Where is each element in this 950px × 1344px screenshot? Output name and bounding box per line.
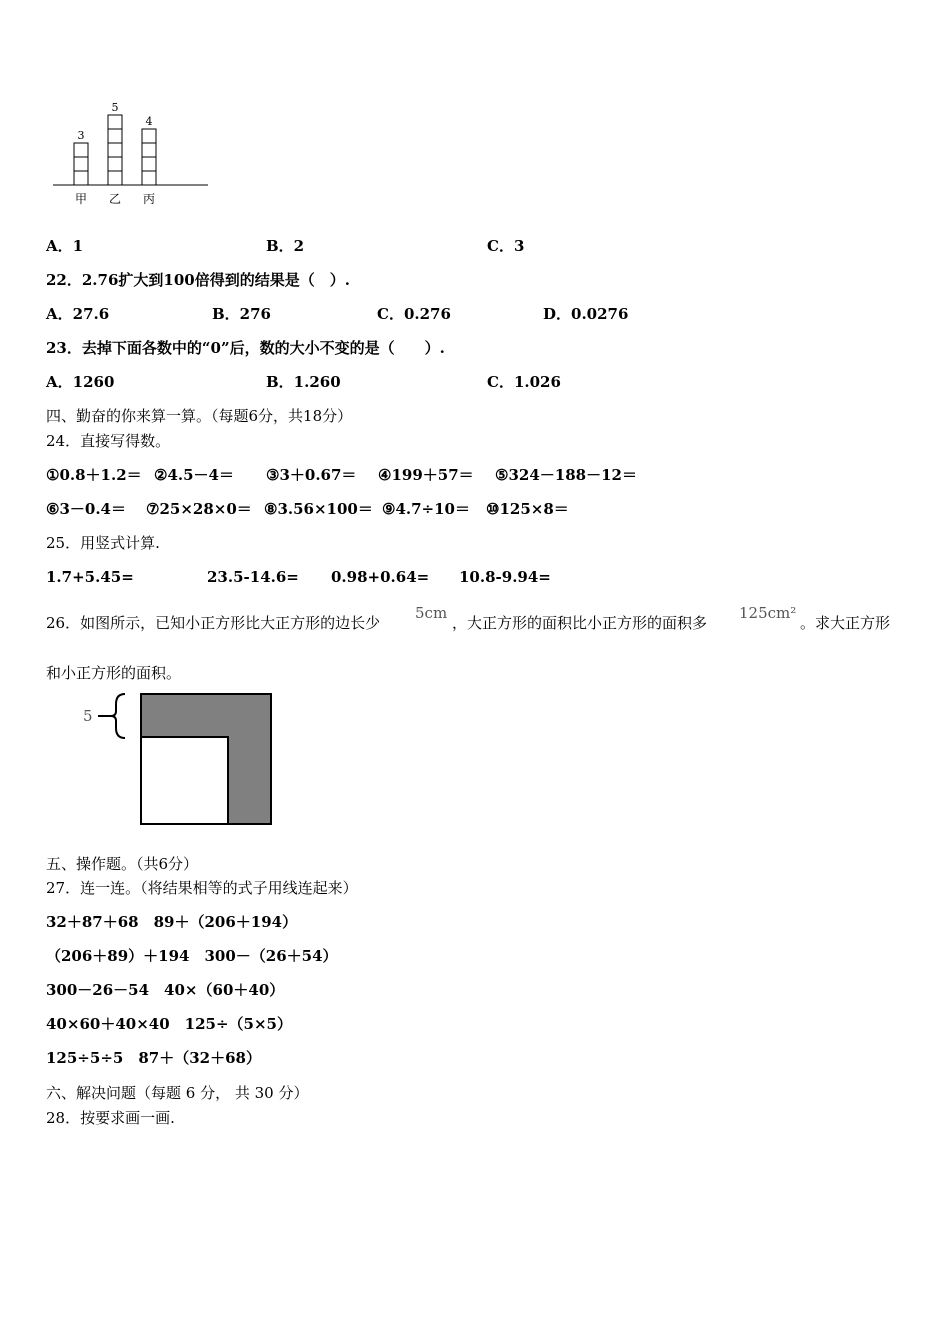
q27-row-5: 125÷5÷5 87＋（32＋68）: [46, 1049, 261, 1067]
q24-item-9: ⑨4.7÷10＝: [382, 500, 470, 518]
q21-bar-figure: [50, 96, 215, 212]
q24-item-8: ⑧3.56×100＝: [264, 500, 373, 518]
q22-stem: 22．2.76扩大到100倍得到的结果是（ ）.: [46, 271, 350, 289]
bar-cell: [142, 157, 156, 171]
q24-item-4: ④199＋57＝: [378, 466, 474, 484]
q23-option-a: A．1260: [46, 373, 115, 391]
figure-label-5: 5: [83, 707, 93, 725]
q24-stem: 24．直接写得数。: [46, 432, 171, 450]
q24-item-2: ②4.5－4＝: [154, 466, 234, 484]
q27-row-1: 32＋87＋68 89＋（206＋194）: [46, 913, 298, 931]
bar-value-label: 5: [111, 101, 119, 114]
bar-cell: [142, 143, 156, 157]
bar-cell: [142, 171, 156, 185]
q21-option-c: C．3: [487, 237, 525, 255]
q25-item-2: 23.5-14.6=: [207, 568, 299, 586]
bar-value-label: 3: [77, 129, 85, 142]
q26-stem-part1: 26．如图所示，已知小正方形比大正方形的边长少: [46, 614, 381, 632]
q25-stem: 25．用竖式计算.: [46, 534, 160, 552]
q21-option-a: A．1: [46, 237, 84, 255]
section-6-title: 六、解决问题（每题 6 分， 共 30 分）: [46, 1084, 309, 1102]
bar-cell: [108, 171, 122, 185]
bar-category-label: 乙: [108, 192, 122, 206]
q24-item-3: ③3＋0.67＝: [266, 466, 357, 484]
bar-cell: [108, 129, 122, 143]
q21-option-b: B．2: [266, 237, 305, 255]
q26-stem-line2: 和小正方形的面积。: [46, 664, 182, 682]
q26-unit-125cm2: 125cm²: [739, 604, 797, 622]
q23-stem: 23．去掉下面各数中的“0”后，数的大小不变的是（ ）.: [46, 339, 445, 357]
brace-icon: [98, 694, 125, 738]
bar-cell: [74, 143, 88, 157]
section-5-title: 五、操作题。（共6分）: [46, 855, 199, 873]
q27-row-2: （206＋89）＋194 300－（26＋54）: [46, 947, 338, 965]
q26-square-figure: [78, 688, 278, 830]
bar-cell: [74, 157, 88, 171]
q26-stem-part2: ，大正方形的面积比小正方形的面积多: [452, 614, 708, 632]
q23-option-c: C．1.026: [487, 373, 561, 391]
q24-item-5: ⑤324－188－12＝: [495, 466, 637, 484]
bar-category-label: 丙: [142, 192, 156, 206]
q24-item-6: ⑥3－0.4＝: [46, 500, 126, 518]
bar-cell: [142, 129, 156, 143]
q27-row-3: 300－26－54 40×（60＋40）: [46, 981, 285, 999]
q28-stem: 28．按要求画一画.: [46, 1109, 175, 1127]
q22-option-b: B．276: [212, 305, 271, 323]
q24-item-10: ⑩125×8＝: [486, 500, 569, 518]
bar-cell: [108, 157, 122, 171]
q27-stem: 27．连一连。（将结果相等的式子用线连起来）: [46, 879, 358, 897]
q26-stem-part3: 。求大正方形: [800, 614, 891, 632]
q24-item-7: ⑦25×28×0＝: [146, 500, 252, 518]
section-4-title: 四、勤奋的你来算一算。（每题6分，共18分）: [46, 407, 353, 425]
q27-row-4: 40×60＋40×40 125÷（5×5）: [46, 1015, 292, 1033]
bar-cell: [74, 171, 88, 185]
q25-item-3: 0.98+0.64=: [331, 568, 430, 586]
q25-item-4: 10.8-9.94=: [459, 568, 551, 586]
q22-option-c: C．0.276: [377, 305, 451, 323]
q23-option-b: B．1.260: [266, 373, 341, 391]
bar-value-label: 4: [145, 115, 153, 128]
bar-cell: [108, 143, 122, 157]
bar-category-label: 甲: [74, 192, 88, 206]
q26-unit-5cm: 5cm: [415, 604, 448, 622]
q25-item-1: 1.7+5.45=: [46, 568, 134, 586]
q24-item-1: ①0.8＋1.2＝: [46, 466, 142, 484]
q22-option-a: A．27.6: [46, 305, 110, 323]
small-square: [141, 737, 228, 824]
q22-option-d: D．0.0276: [543, 305, 629, 323]
bar-cell: [108, 115, 122, 129]
